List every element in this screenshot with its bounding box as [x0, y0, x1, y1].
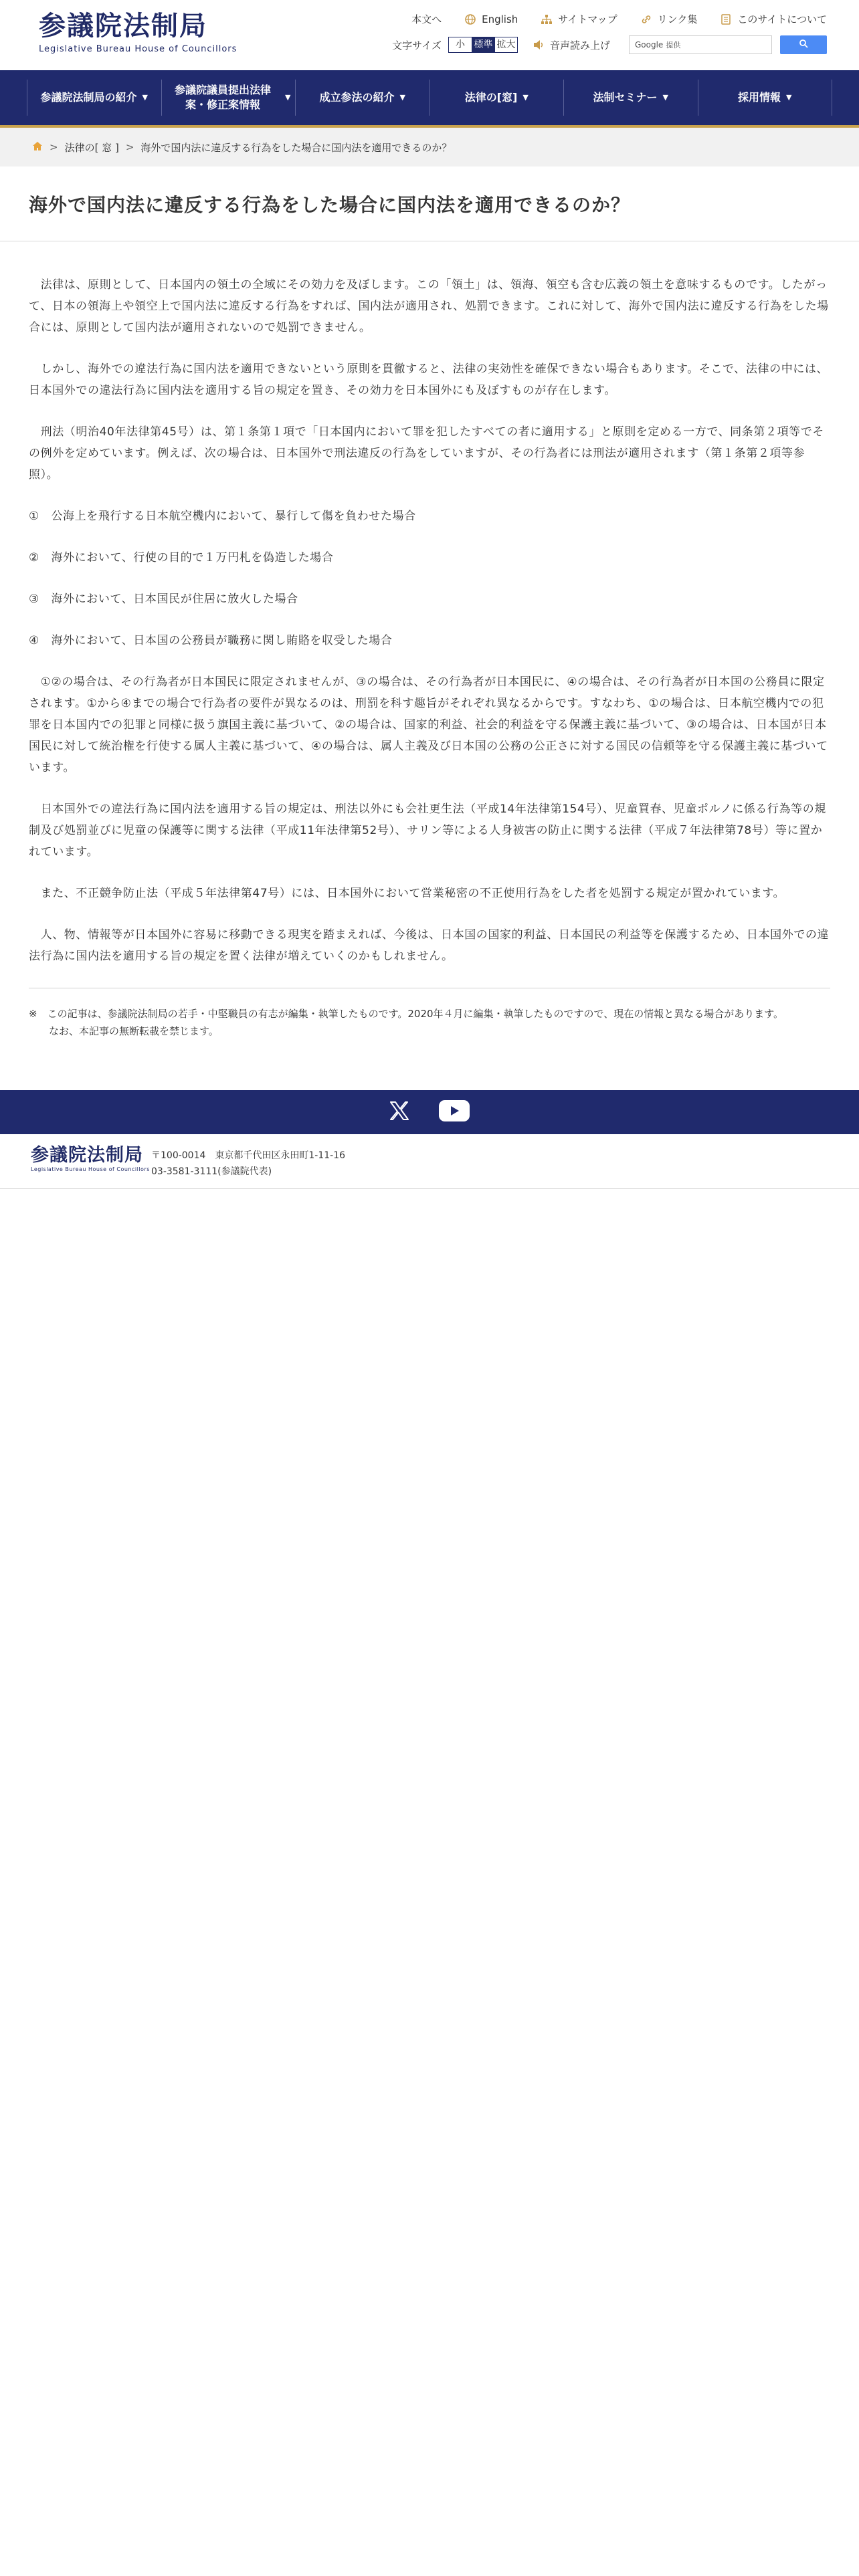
home-icon[interactable] [32, 141, 43, 154]
nav-item-label: 参議院議員提出法律案・修正案情報 [175, 84, 272, 111]
site-logo[interactable] [39, 9, 237, 54]
site-header [0, 0, 859, 70]
youtube-icon[interactable] [438, 1099, 470, 1125]
sitemap-icon [541, 14, 553, 25]
links-label: リンク集 [657, 13, 698, 25]
font-size-small-button[interactable]: 小 [449, 37, 472, 52]
article-paragraph: 人、物、情報等が日本国外に容易に移動できる現実を踏まえれば、今後は、日本国の国家的利益、日本国民の利益等を保護するため、日本国外での違法行為に国内法を適用する旨の規定を置く法律が増えていくのかもしれません。 [29, 928, 830, 963]
english-label: English [482, 13, 518, 25]
logo-english: Legislative Bureau House of Councillors [39, 44, 237, 54]
globe-icon [464, 14, 476, 25]
page-title: 海外で国内法に違反する行為をした場合に国内法を適用できるのか？ [29, 193, 631, 216]
breadcrumb-separator: > [50, 141, 58, 153]
article-paragraph: しかし、海外での違法行為に国内法を適用できないという原則を貫徹すると、法律の実効性を確保できない場合もあります。そこで、法律の中には、日本国外での違法行為に国内法を適用する旨の規定を置き、その効力を日本国外にも及ぼすものが存在します。 [29, 362, 829, 397]
case-list-item: ① 公海上を飛行する日本航空機内において、暴行して傷を負わせた場合 [29, 510, 416, 523]
dropdown-arrow-icon: ▼ [522, 93, 529, 102]
dropdown-arrow-icon: ▼ [662, 93, 668, 102]
font-size-standard-button[interactable]: 標準 [472, 37, 494, 52]
article-paragraph: 法律は、原則として、日本国内の領土の全域にその効力を及ぼします。この「領土」は、領海、領空も含む広義の領土を意味するものです。したがって、日本の領海上や領空上で国内法に違反する行為をすれば、国内法が適用され、処罰できます。これに対して、海外で国内法に違反する行為をした場合には、原則として国内法が適用されないので処罰できません。 [29, 278, 829, 334]
nav-item-label: 参議院法制局の紹介 [40, 91, 137, 104]
nav-item-label: 法律の[窓] [464, 91, 518, 104]
breadcrumb-separator: > [125, 141, 134, 153]
article-note [29, 1005, 832, 1040]
case-list-item: ② 海外において、行使の目的で１万円札を偽造した場合 [29, 551, 334, 564]
skip-to-content-link[interactable] [411, 12, 442, 26]
nav-item-enacted-laws[interactable] [295, 80, 430, 116]
logo-japanese: 参議院法制局 [39, 10, 207, 41]
social-bar [0, 1090, 859, 1134]
about-site-link[interactable] [720, 12, 827, 26]
voice-reading-label: 音声読み上げ [549, 39, 610, 51]
breadcrumb-current: 海外で国内法に違反する行為をした場合に国内法を適用できるのか？ [140, 141, 452, 154]
article-paragraph: 刑法（明治40年法律第45号）は、第１条第１項で「日本国内において罪を犯したすべての者に適用する」と原則を定める一方で、同条第２項等でその例外を定めています。例えば、次の場合は、日本国外で刑法違反の行為をしていますが、その行為者には刑法が適用されます（第１条第２項等参照）。 [29, 425, 824, 481]
header-controls [392, 35, 827, 54]
utility-links [411, 12, 827, 26]
nav-item-label: 成立参法の紹介 [319, 91, 395, 104]
nav-item-bills-info[interactable] [161, 80, 296, 116]
nav-item-label: 採用情報 [738, 91, 781, 104]
x-twitter-icon[interactable] [389, 1100, 410, 1124]
breadcrumb-link-law-window[interactable]: 法律の[ 窓 ] [64, 141, 119, 154]
dropdown-arrow-icon: ▼ [285, 93, 291, 102]
skip-to-content-label: 本文へ [411, 13, 442, 25]
search-input[interactable] [629, 35, 772, 54]
dropdown-arrow-icon: ▼ [399, 93, 405, 102]
dropdown-arrow-icon: ▼ [142, 93, 148, 102]
document-icon [720, 14, 732, 25]
case-list-item: ③ 海外において、日本国民が住居に放火した場合 [29, 593, 298, 606]
dropdown-arrow-icon: ▼ [786, 93, 792, 102]
voice-reading-button[interactable] [533, 38, 610, 52]
page-title-area [0, 167, 859, 241]
site-footer [0, 1134, 859, 1189]
breadcrumb [0, 128, 859, 167]
font-size-label: 文字サイズ [392, 39, 442, 51]
font-size-large-button[interactable]: 拡大 [494, 37, 517, 52]
footer-logo[interactable] [31, 1145, 150, 1172]
article-paragraph: また、不正競争防止法（平成５年法律第47号）には、日本国外において営業秘密の不正使用行為をした者を処罰する規定が置かれています。 [29, 887, 785, 900]
site-search [629, 35, 827, 54]
english-link[interactable] [464, 13, 518, 25]
nav-item-bureau-intro[interactable] [27, 80, 161, 116]
links-page-link[interactable] [640, 12, 698, 26]
nav-item-recruitment[interactable] [698, 80, 833, 116]
search-button[interactable] [780, 35, 827, 54]
note-line: なお、本記事の無断転載を禁じます。 [49, 1025, 219, 1037]
footer-address: 〒100-0014 東京都千代田区永田町1-11-16 [151, 1150, 346, 1161]
sitemap-link[interactable] [541, 12, 617, 26]
sitemap-label: サイトマップ [558, 13, 617, 25]
nav-item-label: 法制セミナー [593, 91, 658, 104]
link-icon [640, 14, 652, 25]
footer-logo-english: Legislative Bureau House of Councillors [31, 1166, 150, 1172]
footer-phone: 03-3581-3111(参議院代表) [151, 1166, 272, 1177]
footer-contact [151, 1148, 345, 1180]
speaker-icon [533, 39, 545, 50]
article-paragraph: ①②の場合は、その行為者が日本国民に限定されませんが、③の場合は、その行為者が日本国民に、④の場合は、その行為者が日本国の公務員に限定されます。①から④までの場合で行為者の要件が異なるのは、刑罰を科す趣旨がそれぞれ異なるからです。すなわち、①の場合は、日本航空機内での犯罪を日本国内での犯罪と同様に扱う旗国主義に基づいて、②の場合は、国家的利益、社会的利益を守る保護主義に基づいて、③の場合は、日本国が日本国民に対して統治権を行使する属人主義に基づいて、④の場合は、属人主義及び日本国の公務の公正さに対する国民の信頼等を守る保護主義に基づいています。 [29, 675, 828, 774]
google-label: Google [635, 40, 664, 49]
about-site-label: このサイトについて [737, 13, 827, 25]
nav-item-seminar[interactable] [563, 80, 698, 116]
search-provider-text: 提供 [666, 41, 681, 49]
note-line: ※ この記事は、参議院法制局の若手・中堅職員の有志が編集・執筆したものです。2020年４月に編集・執筆したものですので、現在の情報と異なる場合があります。 [29, 1008, 784, 1020]
footer-logo-japanese: 参議院法制局 [31, 1145, 143, 1166]
article-paragraph: 日本国外での違法行為に国内法を適用する旨の規定は、刑法以外にも会社更生法（平成14年法律第154号）、児童買春、児童ポルノに係る行為等の規制及び処罰並びに児童の保護等に関する法律（平成11年法律第52号）、サリン等による人身被害の防止に関する法律（平成７年法律第78号）等に置かれています。 [29, 802, 826, 859]
case-list-item: ④ 海外において、日本国の公務員が職務に関し賄賂を収受した場合 [29, 634, 393, 647]
font-size-selector [448, 37, 518, 53]
nav-item-law-window[interactable] [430, 80, 564, 116]
article-body [29, 274, 832, 987]
search-icon [799, 39, 808, 51]
global-navigation [0, 70, 859, 128]
